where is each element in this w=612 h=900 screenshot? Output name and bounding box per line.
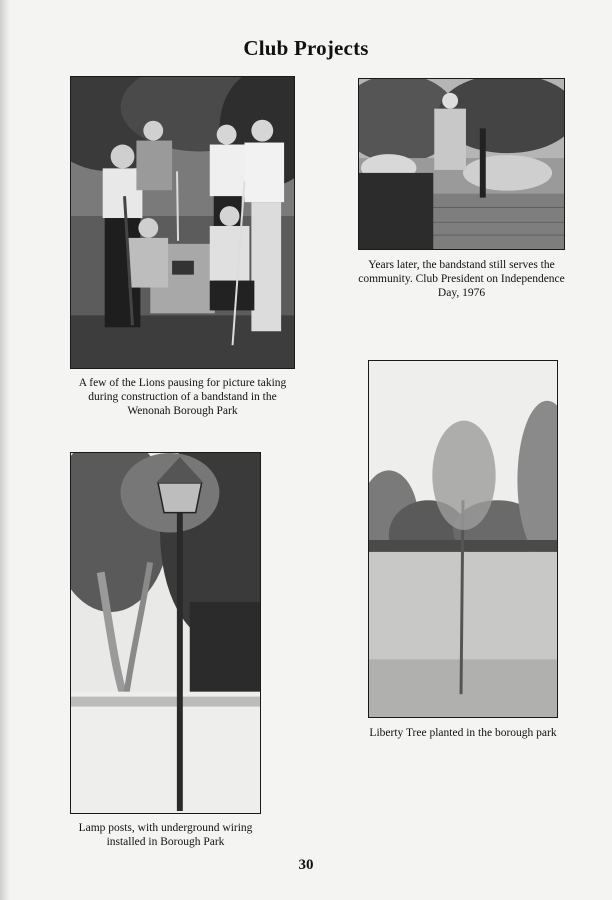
caption-liberty-tree: Liberty Tree planted in the borough park <box>369 727 557 739</box>
page-number: 30 <box>298 857 314 873</box>
photo-bandstand-1976-image <box>359 79 564 249</box>
caption-bandstand-1976: Years later, the bandstand still serves the community. Club President on Independence Day, 1976 <box>358 259 565 299</box>
caption-bandstand-construction: A few of the Lions pausing for picture taking during construction of a bandstand in the Wenonah Borough Park <box>78 377 287 417</box>
photo-lamp-post-image <box>71 453 260 813</box>
photo-bandstand-construction-image <box>71 77 294 368</box>
caption-lamp-post: Lamp posts, with underground wiring installed in Borough Park <box>78 822 253 848</box>
photo-bandstand-construction <box>70 76 295 369</box>
photo-liberty-tree <box>368 360 558 718</box>
scan-edge <box>0 0 10 900</box>
photo-lamp-post <box>70 452 261 814</box>
page-title: Club Projects <box>243 36 369 60</box>
photo-liberty-tree-image <box>369 361 557 717</box>
photo-bandstand-1976 <box>358 78 565 250</box>
